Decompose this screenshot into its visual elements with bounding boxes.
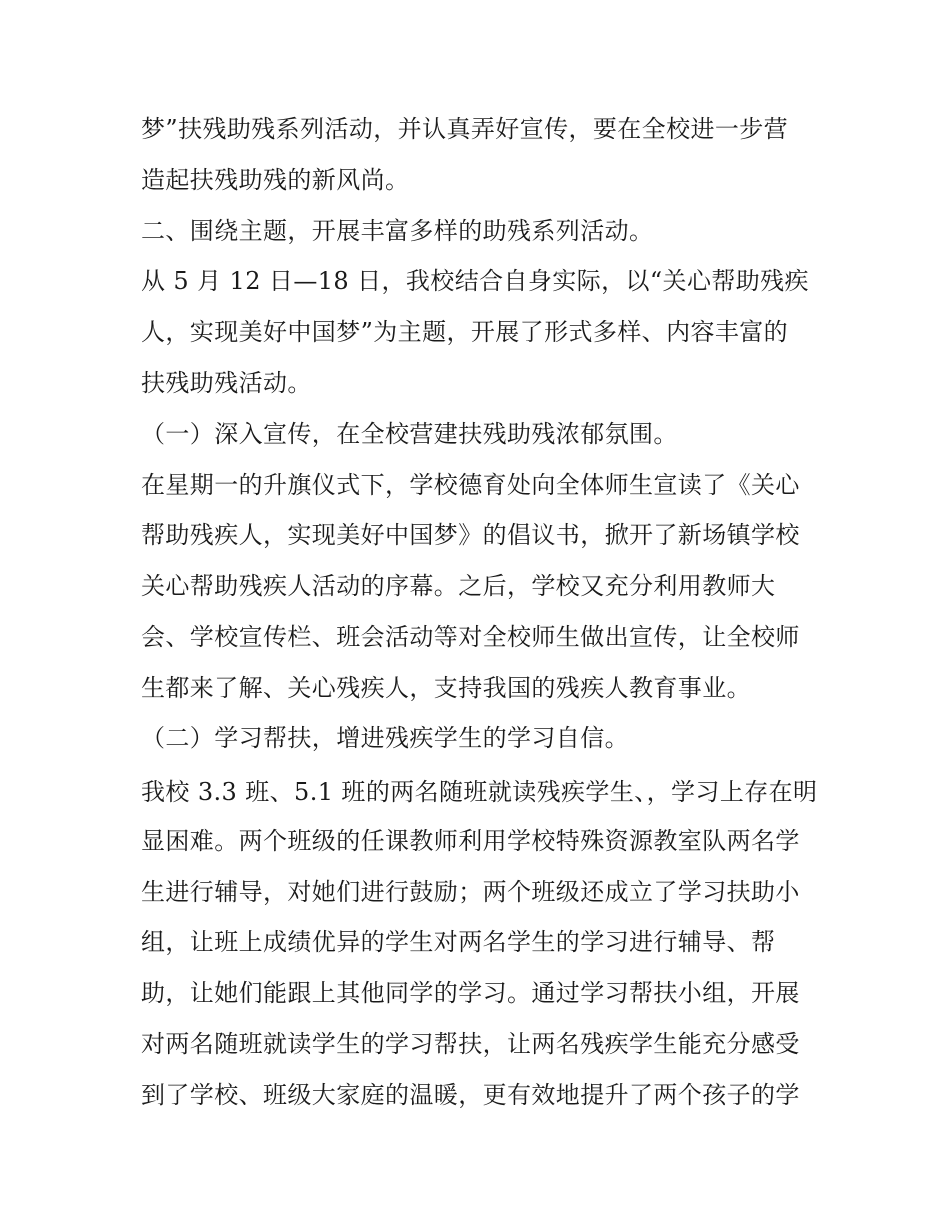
text-line: 人，实现美好中国梦”为主题，开展了形式多样、内容丰富的 xyxy=(141,318,789,346)
text-line: 从 5 月 12 日—18 日，我校结合自身实际，以“关心帮助残疾 xyxy=(141,267,809,295)
text-line: 生都来了解、关心残疾人，支持我国的残疾人教育事业。 xyxy=(141,674,751,702)
text-line: 会、学校宣传栏、班会活动等对全校师生做出宣传，让全校师 xyxy=(141,623,800,651)
text-line: 组，让班上成绩优异的学生对两名学生的学习进行辅导、帮 xyxy=(141,928,776,956)
text-line: 在星期一的升旗仪式下，学校德育处向全体师生宣读了《关心 xyxy=(141,471,800,499)
text-line: 生进行辅导，对她们进行鼓励；两个班级还成立了学习扶助小 xyxy=(141,878,800,906)
text-line: 造起扶残助残的新风尚。 xyxy=(141,166,410,194)
subsection-heading: （一）深入宣传，在全校营建扶残助残浓郁氛围。 xyxy=(141,420,678,448)
text-line: 显困难。两个班级的任课教师利用学校特殊资源教室队两名学 xyxy=(141,827,800,855)
text-line: 帮助残疾人，实现美好中国梦》的倡议书，掀开了新场镇学校 xyxy=(141,521,800,549)
text-line: 到了学校、班级大家庭的温暖，更有效地提升了两个孩子的学 xyxy=(141,1081,800,1109)
text-line: 我校 3.3 班、5.1 班的两名随班就读残疾学生、，学习上存在明 xyxy=(141,778,818,806)
text-line: 梦”扶残助残系列活动，并认真弄好宣传，要在全校进一步营 xyxy=(141,115,789,143)
text-line: 对两名随班就读学生的学习帮扶，让两名残疾学生能充分感受 xyxy=(141,1030,800,1058)
section-heading: 二、围绕主题，开展丰富多样的助残系列活动。 xyxy=(141,217,654,245)
subsection-heading: （二）学习帮扶，增进残疾学生的学习自信。 xyxy=(141,724,629,752)
text-line: 关心帮助残疾人活动的序幕。之后，学校又充分利用教师大 xyxy=(141,572,776,600)
text-line: 助，让她们能跟上其他同学的学习。通过学习帮扶小组，开展 xyxy=(141,979,800,1007)
text-line: 扶残助残活动。 xyxy=(141,369,312,397)
